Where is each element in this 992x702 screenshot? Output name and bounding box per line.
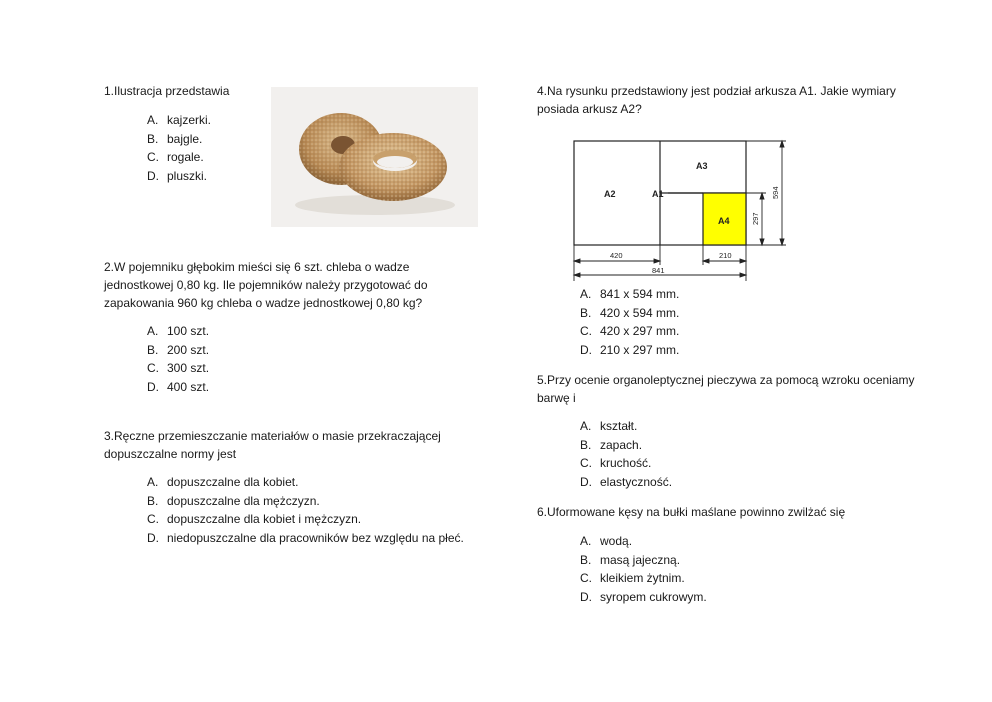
question-6-prompt: 6.Uformowane kęsy na bułki maślane powinno zwilżać się (537, 505, 846, 519)
option-a[interactable]: A. kajzerki. (147, 113, 212, 127)
dim-210-label: 210 (719, 251, 732, 260)
option-d[interactable]: D. niedopuszczalne dla pracowników bez względu na płeć. (147, 530, 464, 545)
question-1-options (147, 111, 211, 185)
option-d[interactable]: D. elastyczność. (580, 474, 673, 489)
label-a2: A2 (604, 189, 616, 199)
option-a[interactable]: A. 841 x 594 mm. (580, 287, 680, 301)
question-4-prompt: 4.Na rysunku przedstawiony jest podział arkusza A1. Jakie wymiary posiada arkusz A2? (537, 84, 896, 116)
option-a[interactable]: A. dopuszczalne dla kobiet. (147, 475, 299, 489)
question-5-prompt: 5.Przy ocenie organoleptycznej pieczywa za pomocą wzroku oceniamy barwę i (537, 373, 915, 405)
bagels-illustration (271, 87, 478, 227)
option-c[interactable]: C. kleikiem żytnim. (580, 571, 685, 585)
option-d[interactable]: D. syropem cukrowym. (580, 589, 707, 604)
dim-841-label: 841 (652, 266, 665, 275)
option-b[interactable]: B. dopuszczalne dla mężczyzn. (147, 493, 320, 508)
question-3-options (147, 473, 464, 547)
label-a3: A3 (696, 161, 708, 171)
option-b[interactable]: B. bajgle. (147, 131, 203, 146)
option-a[interactable]: A. kształt. (580, 419, 638, 433)
option-c[interactable]: C. kruchość. (580, 456, 652, 470)
option-b[interactable]: B. masą jajeczną. (580, 552, 681, 567)
question-4-options (580, 285, 679, 359)
option-c[interactable]: C. 420 x 297 mm. (580, 324, 680, 338)
option-d[interactable]: D. pluszki. (147, 168, 208, 183)
question-6-options (580, 532, 707, 606)
option-b[interactable]: B. 420 x 594 mm. (580, 305, 680, 320)
option-a[interactable]: A. 100 szt. (147, 324, 210, 338)
option-c[interactable]: C. rogale. (147, 150, 204, 164)
dim-420-label: 420 (610, 251, 623, 260)
question-5-options (580, 417, 672, 491)
question-3-prompt: 3.Ręczne przemieszczanie materiałów o masie przekraczającej dopuszczalne normy jest (104, 429, 441, 461)
option-c[interactable]: C. 300 szt. (147, 361, 210, 375)
option-b[interactable]: B. zapach. (580, 437, 643, 452)
question-1-prompt: 1.Ilustracja przedstawia (104, 84, 230, 98)
option-d[interactable]: D. 400 szt. (147, 379, 210, 394)
bagels-photo (271, 87, 478, 227)
dim-297-label: 297 (751, 212, 760, 225)
option-b[interactable]: B. 200 szt. (147, 342, 210, 357)
dim-594-label: 594 (771, 186, 780, 199)
question-2-prompt: 2.W pojemniku głębokim mieści się 6 szt. chleba o wadze jednostkowej 0,80 kg. Ile pojemników należy przygotować do zapakowania 960 kg chleba o wadze jednostkowej 0,80 kg? (104, 260, 428, 310)
label-a4: A4 (718, 216, 730, 226)
option-a[interactable]: A. wodą. (580, 534, 633, 548)
label-a1: A1 (652, 189, 664, 199)
paper-sizes-diagram (568, 133, 798, 281)
option-c[interactable]: C. dopuszczalne dla kobiet i mężczyzn. (147, 512, 362, 526)
question-2-options (147, 322, 209, 396)
option-d[interactable]: D. 210 x 297 mm. (580, 342, 680, 357)
